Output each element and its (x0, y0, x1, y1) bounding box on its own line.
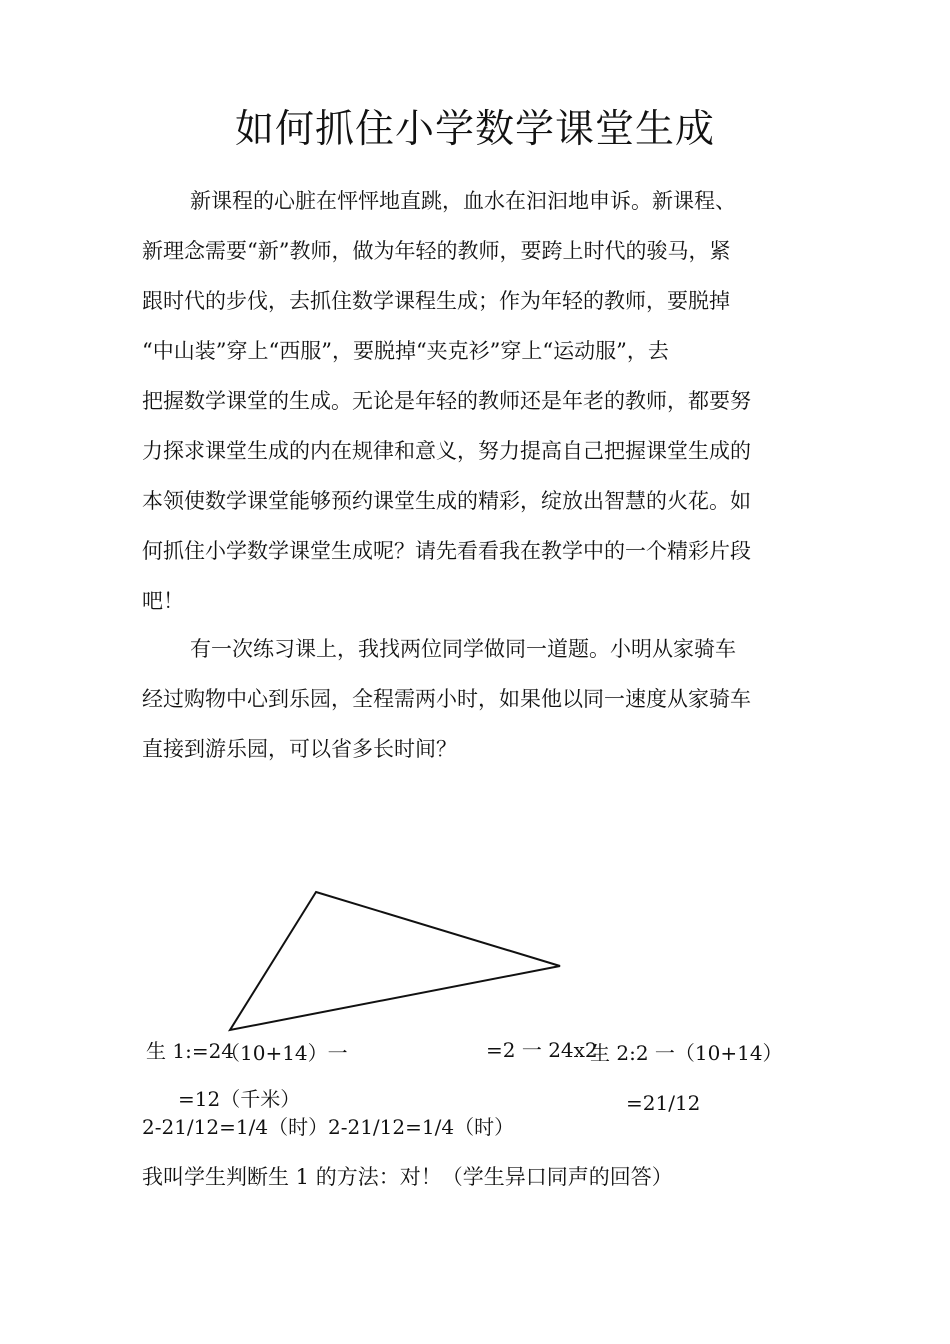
student1-formula-start: 生 1:=24 (146, 1039, 235, 1063)
paragraph1-line: “中山装”穿上“西服”，要脱掉“夹克衫”穿上“运动服”，去 (142, 339, 669, 363)
student2-formula-result: =2 一 24x2 (486, 1038, 598, 1062)
student1-formula-sum: （10+14）一 (220, 1041, 348, 1065)
triangle-shape (230, 892, 560, 1030)
paragraph1-line: 把握数学课堂的生成。无论是年轻的教师还是年老的教师，都要努 (142, 389, 751, 413)
student2-fraction: =21/12 (626, 1091, 701, 1115)
student2-formula-start: 生 2:2 一（10+14） (590, 1041, 783, 1065)
conclusion-line: 我叫学生判断生 1 的方法：对！（学生异口同声的回答） (142, 1165, 673, 1189)
student1-time-saved: 2-21/12=1/4（时） (142, 1115, 329, 1139)
paragraph1-line: 何抓住小学数学课堂生成呢？请先看看我在教学中的一个精彩片段 (142, 539, 751, 563)
document-title: 如何抓住小学数学课堂生成 (234, 107, 715, 152)
paragraph1-line: 本领使数学课堂能够预约课堂生成的精彩，绽放出智慧的火花。如 (142, 489, 751, 513)
student1-distance: =12（千米） (178, 1087, 301, 1111)
paragraph1-line: 新理念需要“新”教师，做为年轻的教师，要跨上时代的骏马，紧 (142, 239, 731, 263)
paragraph2-line: 经过购物中心到乐园，全程需两小时，如果他以同一速度从家骑车 (142, 687, 751, 711)
paragraph1-line: 力探求课堂生成的内在规律和意义，努力提高自己把握课堂生成的 (142, 439, 751, 463)
paragraph1-line: 跟时代的步伐，去抓住数学课程生成；作为年轻的教师，要脱掉 (142, 289, 730, 313)
paragraph2-line: 有一次练习课上，我找两位同学做同一道题。小明从家骑车 (190, 637, 736, 661)
paragraph1-line: 新课程的心脏在怦怦地直跳，血水在汩汩地申诉。新课程、 (190, 189, 736, 213)
paragraph2-line: 直接到游乐园，可以省多长时间？ (142, 737, 457, 761)
paragraph1-line: 吧！ (142, 589, 184, 613)
student2-time-saved: 2-21/12=1/4（时） (328, 1115, 515, 1139)
